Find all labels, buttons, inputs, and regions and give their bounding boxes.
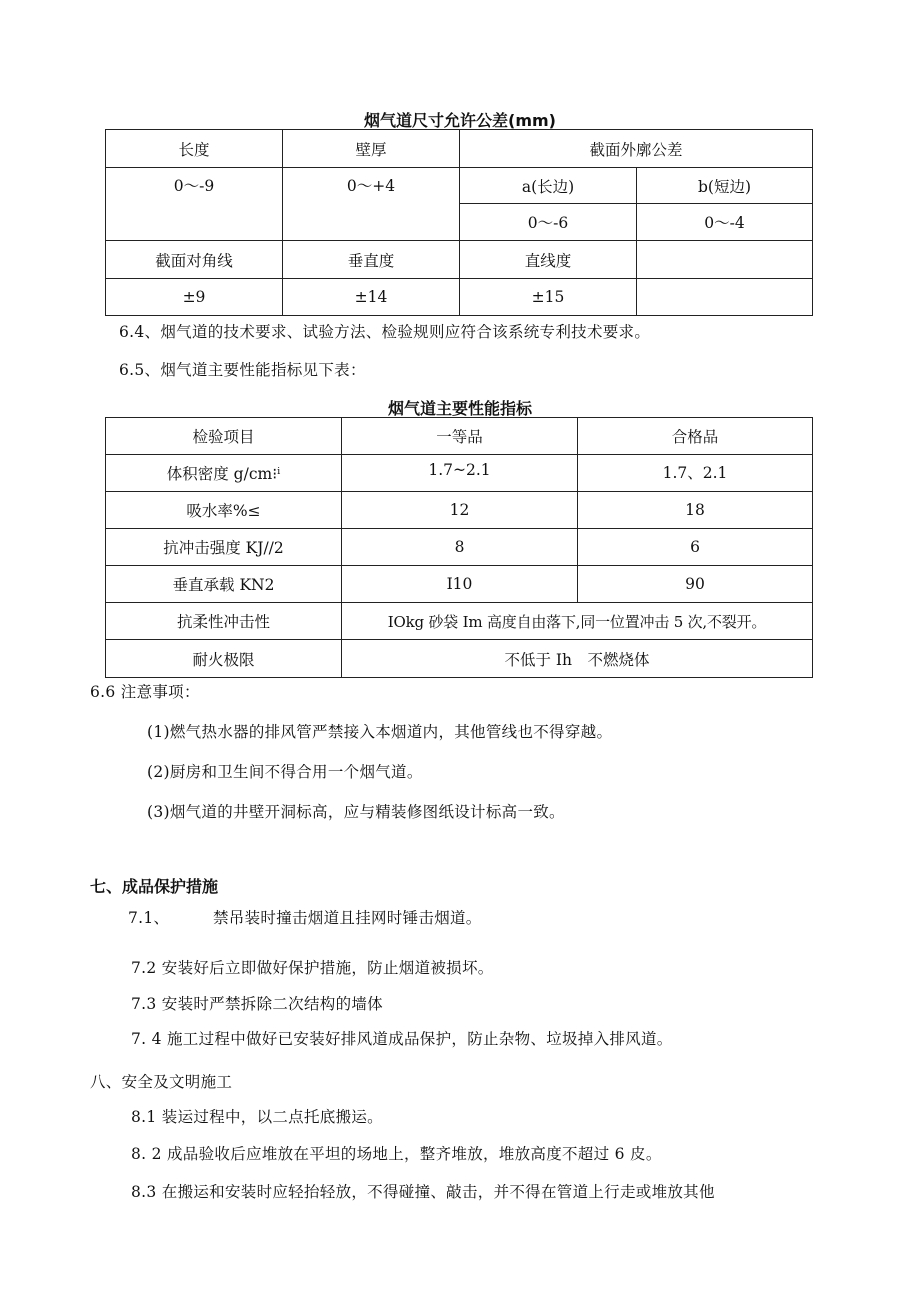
row-qualified: 1.7、2.1	[578, 455, 813, 492]
section7-item2: 7.2 安装好后立即做好保护措施，防止烟道被损坏。	[131, 959, 494, 977]
section8-title: 八、安全及文明施工	[90, 1073, 233, 1091]
note-item: (1)燃气热水器的排风管严禁接入本烟道内，其他管线也不得穿越。	[147, 723, 613, 741]
value-length: 0～-9	[106, 168, 283, 241]
row-qualified: 18	[578, 492, 813, 529]
note-item: (3)烟气道的井壁开洞标高，应与精装修图纸设计标高一致。	[147, 803, 565, 821]
value-a: 0～-6	[460, 204, 637, 241]
performance-table	[105, 417, 813, 678]
value-vertical: ±14	[283, 279, 460, 316]
table-row	[106, 492, 813, 529]
label-vertical: 垂直度	[283, 241, 460, 279]
note-item: (2)厨房和卫生间不得合用一个烟气道。	[147, 763, 423, 781]
row-qualified: 90	[578, 566, 813, 603]
table-row	[106, 603, 813, 640]
table-row	[106, 640, 813, 678]
row-first: 8	[342, 529, 578, 566]
header-qualified: 合格品	[578, 418, 813, 455]
notes-title: 6.6 注意事项：	[90, 683, 200, 701]
row-first: I10	[342, 566, 578, 603]
table1-title: 烟气道尺寸允许公差(mm)	[364, 111, 556, 130]
section8-item3: 8.3 在搬运和安装时应轻抬轻放，不得碰撞、敲击，并不得在管道上行走或堆放其他	[131, 1183, 715, 1201]
row-impact-desc: IOkg 砂袋 Im 高度自由落下,同一位置冲击 5 次,不裂开。	[342, 603, 813, 640]
para-6-4: 6.4、烟气道的技术要求、试验方法、检验规则应符合该系统专利技术要求。	[119, 323, 651, 341]
header-item: 检验项目	[106, 418, 342, 455]
row-item: 吸水率%≤	[106, 492, 342, 529]
header-length: 长度	[106, 130, 283, 168]
section8-item2: 8. 2 成品验收后应堆放在平坦的场地上，整齐堆放，堆放高度不超过 6 皮。	[131, 1145, 662, 1163]
section7-title: 七、成品保护措施	[90, 877, 219, 896]
header-a-long: a(长边)	[460, 168, 637, 204]
row-first: 1.7~2.1	[342, 455, 578, 492]
table-row	[106, 529, 813, 566]
section8-item1: 8.1 装运过程中，以二点托底搬运。	[131, 1108, 383, 1126]
para-6-5: 6.5、烟气道主要性能指标见下表：	[119, 361, 366, 379]
tolerance-table	[105, 129, 813, 316]
value-b: 0～-4	[637, 204, 813, 241]
row-fire-desc: 不低于 Ih 不燃烧体	[342, 640, 813, 678]
row-qualified: 6	[578, 529, 813, 566]
row-item: 耐火极限	[106, 640, 342, 678]
table2-title: 烟气道主要性能指标	[387, 399, 532, 418]
label-straight: 直线度	[460, 241, 637, 279]
label-blank	[637, 241, 813, 279]
row-item: 抗冲击强度 KJ//2	[106, 529, 342, 566]
header-section-tolerance: 截面外廓公差	[460, 130, 813, 168]
table-row	[106, 566, 813, 603]
value-straight: ±15	[460, 279, 637, 316]
row-item: 体积密度 g/cm⁝ⁱ	[106, 455, 342, 492]
value-blank	[637, 279, 813, 316]
row-item: 抗柔性冲击性	[106, 603, 342, 640]
section7-item4: 7. 4 施工过程中做好已安装好排风道成品保护，防止杂物、垃圾掉入排风道。	[131, 1030, 673, 1048]
value-wall: 0～+4	[283, 168, 460, 241]
header-first: 一等品	[342, 418, 578, 455]
label-diagonal: 截面对角线	[106, 241, 283, 279]
header-b-short: b(短边)	[637, 168, 813, 204]
section7-item3: 7.3 安装时严禁拆除二次结构的墙体	[131, 995, 383, 1013]
section7-item1-num: 7.1、	[128, 909, 170, 927]
value-diagonal: ±9	[106, 279, 283, 316]
table-row	[106, 455, 813, 492]
row-item: 垂直承载 KN2	[106, 566, 342, 603]
section7-item1-text: 禁吊装时撞击烟道且挂网时锤击烟道。	[213, 909, 482, 927]
row-first: 12	[342, 492, 578, 529]
header-wall: 壁厚	[283, 130, 460, 168]
